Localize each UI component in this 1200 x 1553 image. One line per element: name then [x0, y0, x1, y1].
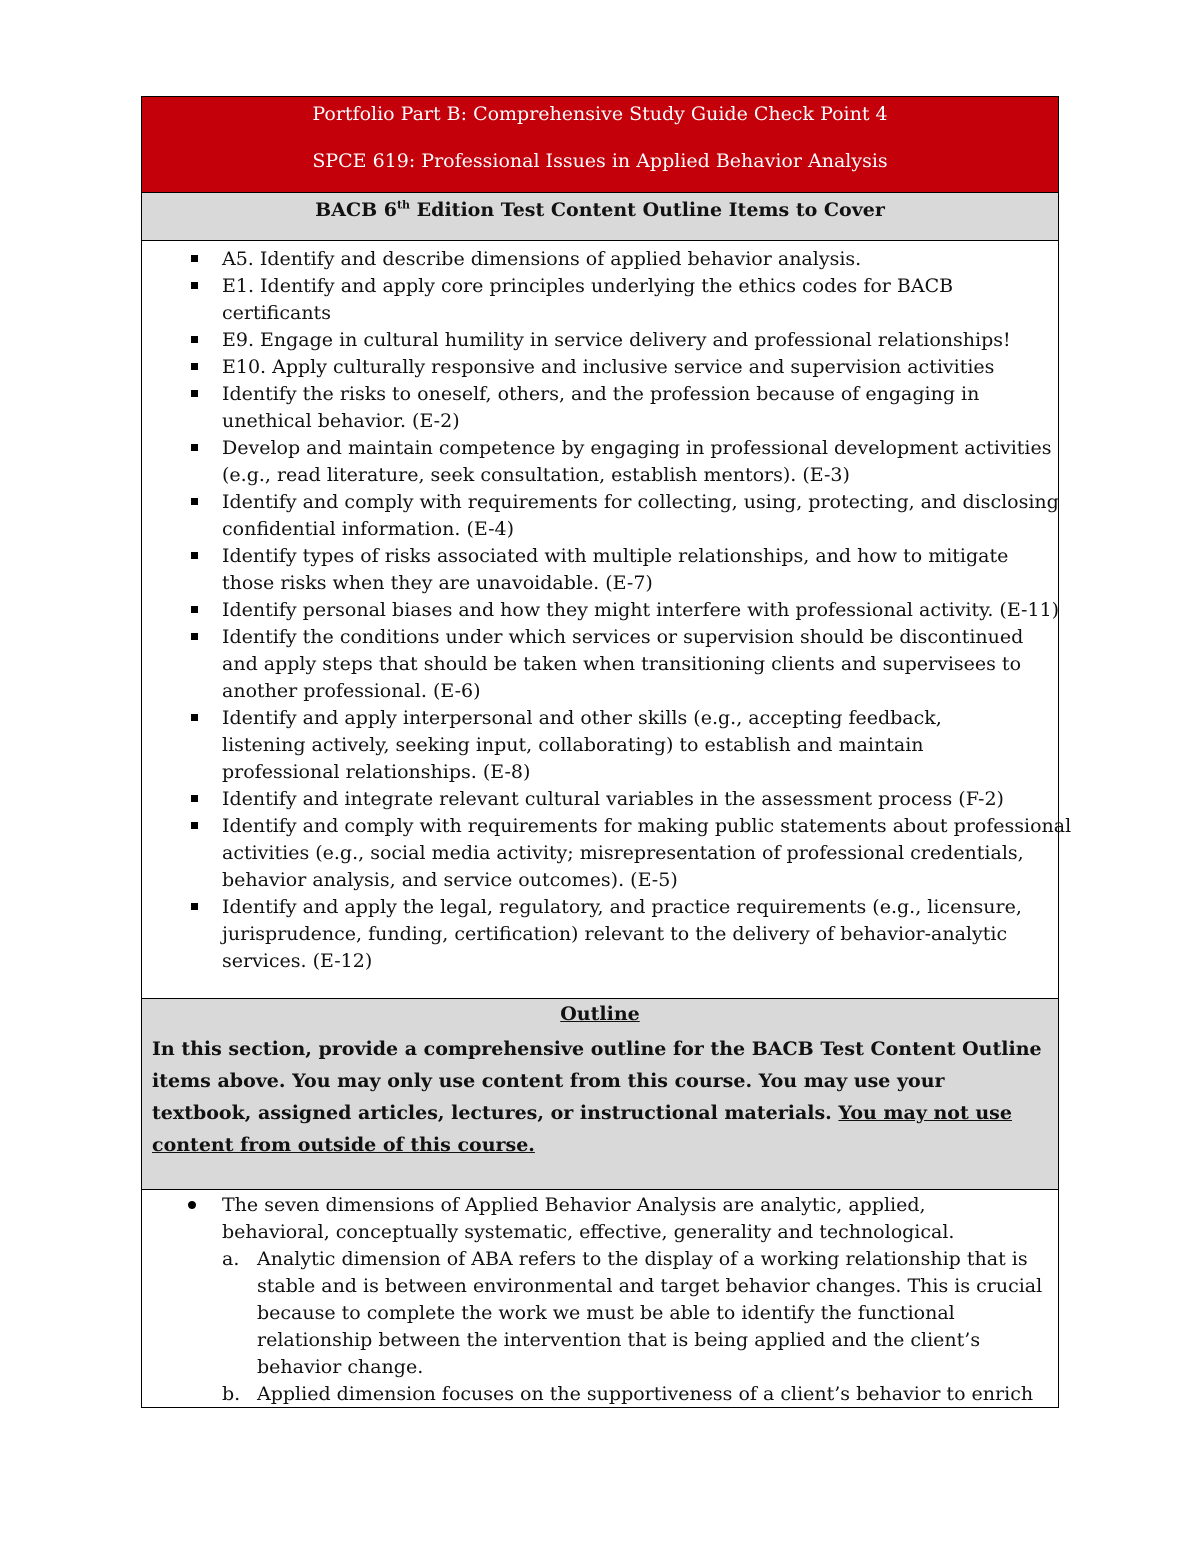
list-item: Identify personal biases and how they might interfere with professional activity. (E-11): [142, 597, 1060, 624]
list-item: [142, 1192, 1058, 1246]
list-item: Identify types of risks associated with multiple relationships, and how to mitigate those risks when they are unavoidable. (E-7): [142, 543, 1060, 597]
list-item: Identify and comply with requirements for making public statements about professional activities (e.g., social media activity; misrepresentation of professional credentials, behavior analysis, and service outcomes). (E-5): [142, 813, 1102, 894]
course-title: SPCE 619: Professional Issues in Applied Behavior Analysis: [312, 150, 888, 172]
square-bullet-icon: [191, 903, 198, 910]
list-item: Identify and apply the legal, regulatory, and practice requirements (e.g., licensure, jurisprudence, funding, certification) relevant to the delivery of behavior-analytic services. (E-12): [142, 894, 1022, 975]
list-item: Identify and apply interpersonal and other skills (e.g., accepting feedback, listening actively, seeking input, collaborating) to establish and maintain professional relationships. (E-8): [142, 705, 1022, 786]
sub-item-text: Analytic dimension of ABA refers to the display of a working relationship that is stable and is between environmental and target behavior changes. This is crucial because to complete the work we must be able to identify the functional relationship between the intervention that is being applied and the client’s behavior change.: [257, 1248, 1043, 1378]
square-bullet-icon: [191, 552, 198, 559]
list-item: Identify and comply with requirements for collecting, using, protecting, and disclosing confidential information. (E-4): [142, 489, 1060, 543]
outline-content: [142, 1190, 1058, 1407]
items-list: [142, 246, 1072, 975]
list-item: Identify the conditions under which services or supervision should be discontinued and apply steps that should be taken when transitioning clients and supervisees to another professional. (E-6): [142, 624, 1054, 705]
sub-item-b: [142, 1381, 1058, 1407]
document-title: Portfolio Part B: Comprehensive Study Guide Check Point 4: [312, 103, 888, 125]
bacb-heading-suffix: Edition Test Content Outline Items to Cover: [410, 199, 885, 221]
square-bullet-icon: [191, 606, 198, 613]
list-item: E1. Identify and apply core principles underlying the ethics codes for BACB certificants: [142, 273, 1042, 327]
list-item: Identify and integrate relevant cultural variables in the assessment process (F-2): [142, 786, 1092, 813]
list-item: A5. Identify and describe dimensions of applied behavior analysis.: [142, 246, 1092, 273]
square-bullet-icon: [191, 444, 198, 451]
sub-item-letter: a.: [222, 1248, 240, 1270]
square-bullet-icon: [191, 336, 198, 343]
square-bullet-icon: [191, 822, 198, 829]
square-bullet-icon: [191, 255, 198, 262]
sub-item-a: [142, 1246, 1058, 1381]
square-bullet-icon: [191, 363, 198, 370]
sub-item-text: Applied dimension focuses on the supportiveness of a client’s behavior to enrich: [257, 1383, 1034, 1405]
list-item: E10. Apply culturally responsive and inclusive service and supervision activities: [142, 354, 1092, 381]
outline-section: [142, 999, 1058, 1190]
instructions-underlined: You may not use content from outside of this course.: [152, 1102, 1012, 1156]
square-bullet-icon: [191, 390, 198, 397]
round-bullet-icon: [188, 1201, 196, 1209]
dimensions-summary: The seven dimensions of Applied Behavior Analysis are analytic, applied, behavioral, conceptually systematic, effective, generality and technological.: [222, 1194, 955, 1243]
square-bullet-icon: [191, 714, 198, 721]
bacb-heading-prefix: BACB 6: [315, 199, 397, 221]
square-bullet-icon: [191, 282, 198, 289]
square-bullet-icon: [191, 498, 198, 505]
study-guide-table: [141, 96, 1072, 1408]
square-bullet-icon: [191, 795, 198, 802]
instructions-text: In this section, provide a comprehensive outline for the BACB Test Content Outline items above. You may only use content from this course. You may use your textbook, assigned articles, lectures, or instructional materials.: [152, 1038, 1042, 1124]
outline-instructions: [152, 1033, 1048, 1161]
list-item: Identify the risks to oneself, others, and the profession because of engaging in unethical behavior. (E-2): [142, 381, 1060, 435]
bacb-heading-sup: th: [396, 198, 411, 212]
outline-title: Outline: [560, 1003, 640, 1025]
list-item: E9. Engage in cultural humility in service delivery and professional relationships!: [142, 327, 1092, 354]
square-bullet-icon: [191, 633, 198, 640]
content-outline-items: [142, 241, 1072, 999]
title-header: [142, 97, 1058, 193]
bacb-section-heading: [142, 193, 1058, 241]
sub-item-letter: b.: [222, 1383, 241, 1405]
list-item: Develop and maintain competence by engaging in professional development activities (e.g., read literature, seek consultation, establish mentors). (E-3): [142, 435, 1102, 489]
